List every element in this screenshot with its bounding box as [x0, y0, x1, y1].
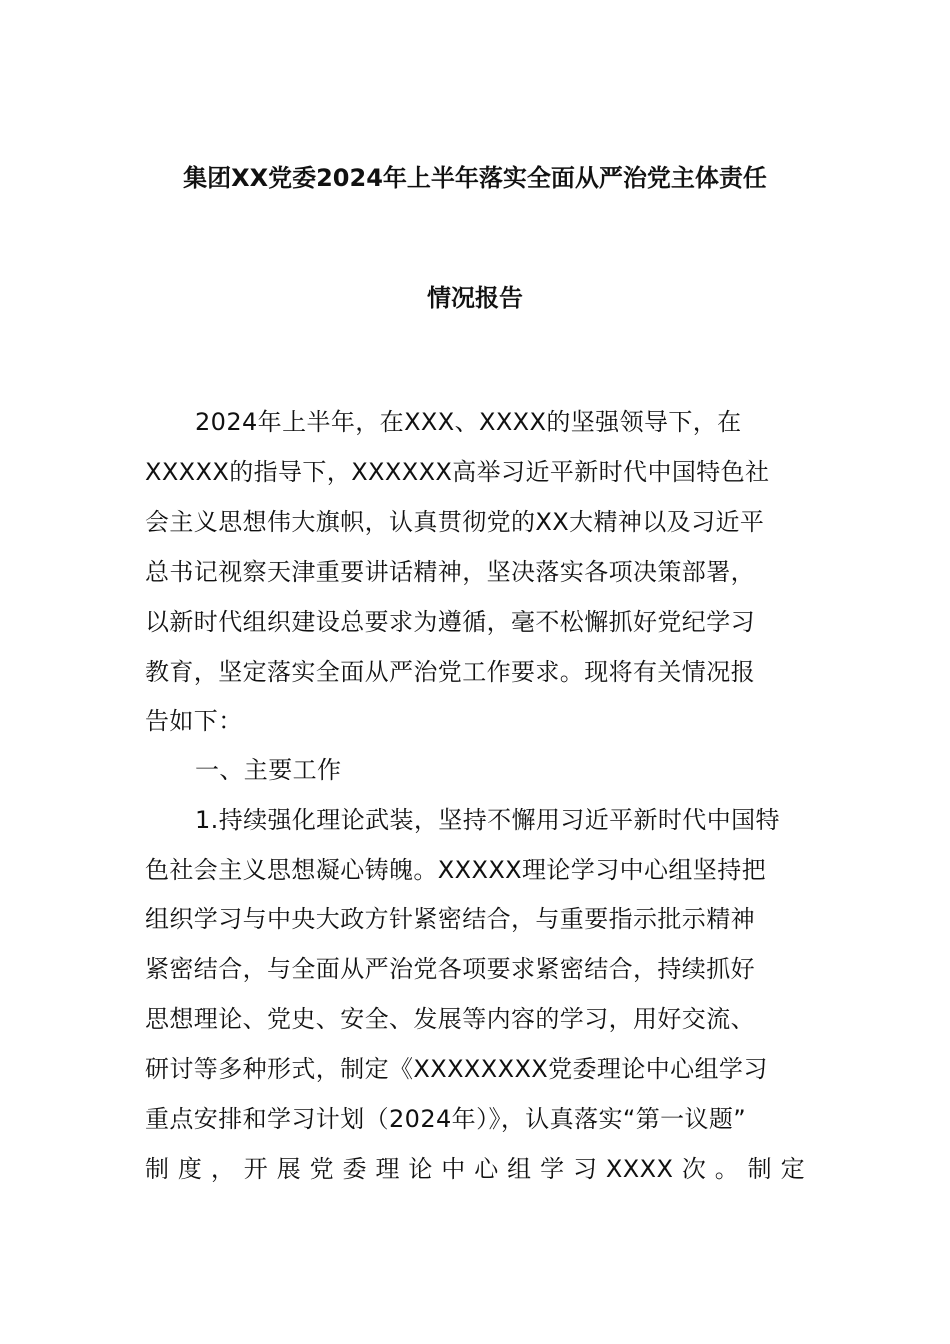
paragraph-line: 重点安排和学习计划（2024年）》，认真落实“第一议题” — [145, 1105, 747, 1133]
paragraph-line: XXXXX的指导下，XXXXXX高举习近平新时代中国特色社 — [145, 458, 770, 486]
paragraph-line: 会主义思想伟大旗帜，认真贯彻党的XX大精神以及习近平 — [145, 508, 765, 536]
paragraph-line: 告如下： — [145, 707, 243, 735]
paragraph-line: 色社会主义思想凝心铸魄。XXXXX理论学习中心组坚持把 — [145, 856, 767, 884]
document-title-line-2: 情况报告 — [427, 284, 523, 312]
paragraph-line: 2024年上半年，在XXX、XXXX的坚强领导下，在 — [195, 408, 742, 436]
paragraph-line: 研讨等多种形式，制定《XXXXXXXX党委理论中心组学习 — [145, 1055, 768, 1083]
paragraph-line: 制度，开展党委理论中心组学习XXXX次。制定 — [145, 1155, 805, 1183]
paragraph-line: 思想理论、党史、安全、发展等内容的学习，用好交流、 — [145, 1005, 755, 1033]
paragraph-line: 组织学习与中央大政方针紧密结合，与重要指示批示精神 — [145, 905, 755, 933]
document-title-line-1: 集团XX党委2024年上半年落实全面从严治党主体责任 — [183, 164, 767, 192]
paragraph-line: 1.持续强化理论武装，坚持不懈用习近平新时代中国特 — [195, 806, 780, 834]
section-heading: 一、主要工作 — [195, 756, 342, 784]
paragraph-line: 教育，坚定落实全面从严治党工作要求。现将有关情况报 — [145, 658, 755, 686]
paragraph-line: 以新时代组织建设总要求为遵循，毫不松懈抓好党纪学习 — [145, 608, 755, 636]
paragraph-line: 总书记视察天津重要讲话精神，坚决落实各项决策部署， — [145, 558, 755, 586]
paragraph-line: 紧密结合，与全面从严治党各项要求紧密结合，持续抓好 — [145, 955, 755, 983]
